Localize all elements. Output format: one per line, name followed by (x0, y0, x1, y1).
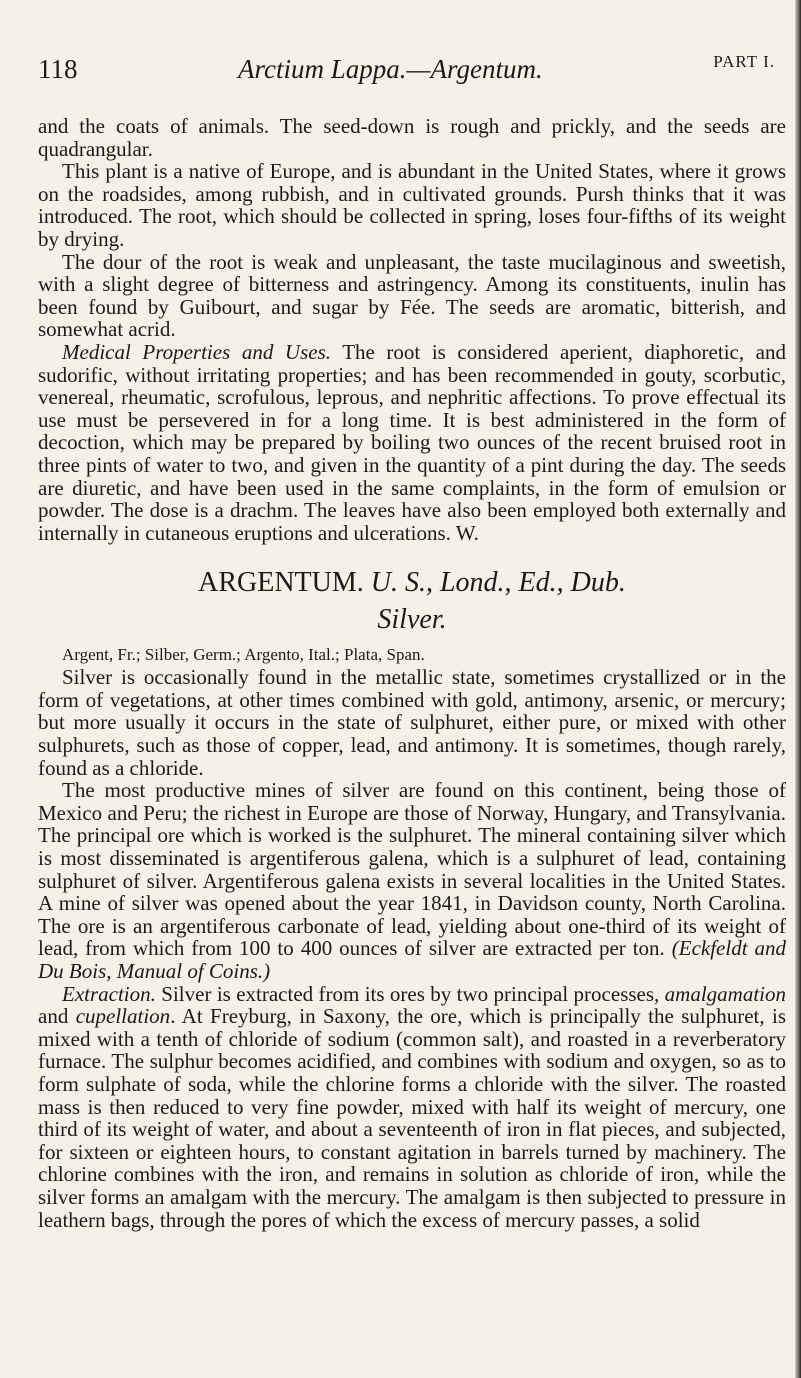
argentum-extraction (38, 983, 786, 1232)
extraction-term-amalgamation: amalgamation (664, 981, 786, 1006)
running-title: Arctium Lappa.—Argentum. (238, 54, 543, 84)
arctium-paragraph-3: The dour of the root is weak and unpleasant, the taste mucilaginous and sweetish, with a slight degree of bitterness and astringency. Among its constituents, inulin has been found by Guibourt, and sugar by Fée. The seeds are aromatic, bitterish, and somewhat acrid. (38, 249, 786, 342)
page-body (38, 115, 786, 1231)
argentum-subheading: Silver. (377, 604, 447, 636)
arctium-medical-properties (38, 341, 786, 544)
argentum-synonyms: Argent, Fr.; Silber, Germ.; Argento, Ital.; Plata, Span. (62, 645, 425, 665)
extraction-text-c: . At Freyburg, in Saxony, the ore, which is principally the sulphuret, is mixed with a tenth of chloride of sodium (common salt), and roasted in a reverberatory furnace. The sulphur becomes acidified, and combines with sodium and oxygen, so as to form sulphate of soda, while the chlorine forms a chloride with the silver. The roasted mass is then reduced to very fine powder, mixed with half its weight of mercury, one third of its weight of water, and about a seventeenth of iron in flat pieces, and subjected, for sixteen or eighteen hours, to constant agitation in barrels turned by machinery. The chlorine combines with the iron, and remains in solution as chloride of iron, while the silver forms an amalgam with the mercury. The amalgam is then subjected to pressure in leathern bags, through the pores of which the excess of mercury passes, a solid (38, 1004, 786, 1232)
extraction-label: Extraction. (62, 981, 156, 1006)
extraction-text-b: and (38, 1004, 76, 1029)
arctium-paragraph-2: This plant is a native of Europe, and is abundant in the United States, where it grows on the roadsides, among rubbish, and in cultivated grounds. Pursh thinks that it was introduced. The root, which should be collected in spring, loses four-fifths of its weight by drying. (38, 159, 786, 251)
running-header (38, 54, 781, 94)
medical-properties-text: The root is considered aperient, diaphoretic, and sudorific, without irritating properties; and has been recommended in gouty, scorbutic, venereal, rheumatic, scrofulous, leprous, and nephritic affections. To prove effectual its use must be persevered in for a long time. It is best administered in the form of decoction, which may be prepared by boiling two ounces of the recent bruised root in three pints of water to two, and given in the quantity of a pint during the day. The seeds are diuretic, and have been used in the same complaints, in the form of emulsion or powder. The dose is a drachm. The leaves have also been employed both externally and internally in cutaneous eruptions and ulcerations. W. (38, 339, 786, 545)
argentum-citation: (Eckfeldt and Du Bois, Manual of Coins.) (38, 936, 786, 983)
arctium-paragraph-1: and the coats of animals. The seed-down is rough and prickly, and the seeds are quadrangular. (38, 114, 786, 161)
argentum-paragraph-2-text: The most productive mines of silver are found on this continent, being those of Mexico and Peru; the richest in Europe are those of Norway, Hungary, and Transylvania. The principal ore which is worked is the sulphuret. The mineral containing silver which is most disseminated is argentiferous galena, which is a sulphuret of lead, containing sulphuret of silver. Argentiferous galena exists in several localities in the United States. A mine of silver was opened about the year 1841, in Davidson county, North Carolina. The ore is an argentiferous carbonate of lead, yielding about one-third of its weight of lead, from which from 100 to 400 ounces of silver are extracted per ton. (38, 778, 786, 961)
medical-properties-label: Medical Properties and Uses. (62, 339, 331, 364)
part-label: PART I. (713, 52, 775, 71)
argentum-pharmacopoeias: U. S., Lond., Ed., Dub. (370, 567, 626, 599)
page-number: 118 (38, 54, 78, 84)
argentum-heading (38, 566, 786, 600)
extraction-text-a: Silver is extracted from its ores by two principal processes, (155, 981, 665, 1006)
page-edge-shadow (795, 0, 801, 1378)
argentum-title: ARGENTUM. (198, 567, 364, 599)
extraction-term-cupellation: cupellation (75, 1004, 171, 1029)
argentum-paragraph-1: Silver is occasionally found in the metallic state, sometimes crystallized or in the form of vegetations, at other times combined with gold, antimony, arsenic, or mercury; but more usually it occurs in the state of sulphuret, either pure, or mixed with other sulphurets, such as those of copper, lead, and antimony. It is sometimes, though rarely, found as a chloride. (38, 665, 786, 780)
argentum-paragraph-2 (38, 779, 786, 982)
